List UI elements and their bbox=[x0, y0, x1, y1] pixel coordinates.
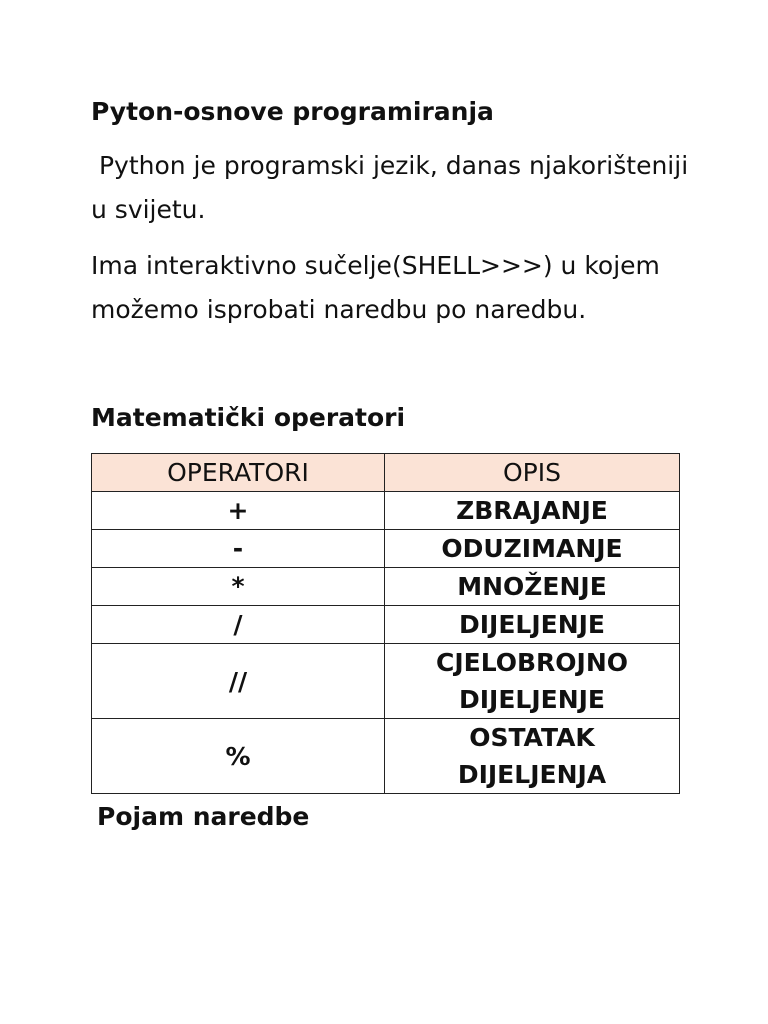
header-operators: OPERATORI bbox=[92, 454, 385, 492]
intro-paragraph: Python je programski jezik, danas njakorišteniji u svijetu. bbox=[91, 151, 697, 224]
description-cell: ZBRAJANJE bbox=[385, 492, 680, 530]
table-row bbox=[92, 719, 680, 794]
footer-heading: Pojam naredbe bbox=[97, 802, 310, 831]
table-row bbox=[92, 568, 680, 606]
table-row bbox=[92, 606, 680, 644]
header-description: OPIS bbox=[385, 454, 680, 492]
table-row bbox=[92, 530, 680, 568]
operator-cell: % bbox=[92, 719, 385, 794]
operator-cell: + bbox=[92, 492, 385, 530]
table-row bbox=[92, 492, 680, 530]
shell-paragraph: Ima interaktivno sučelje(SHELL>>>) u kojem možemo isprobati naredbu po naredbu. bbox=[91, 251, 660, 324]
operators-table bbox=[91, 453, 680, 794]
operator-cell: / bbox=[92, 606, 385, 644]
description-cell: MNOŽENJE bbox=[385, 568, 680, 606]
page-title: Pyton-osnove programiranja bbox=[91, 97, 494, 126]
operator-cell: * bbox=[92, 568, 385, 606]
description-text: OSTATAK DIJELJENJA bbox=[457, 723, 607, 789]
table-row bbox=[92, 644, 680, 719]
description-cell: DIJELJENJE bbox=[385, 606, 680, 644]
description-cell bbox=[385, 719, 680, 794]
table-header-row bbox=[92, 454, 680, 492]
description-text: CJELOBROJNO DIJELJENJE bbox=[435, 648, 629, 714]
section-heading: Matematički operatori bbox=[91, 403, 406, 432]
description-cell bbox=[385, 644, 680, 719]
operator-cell: // bbox=[92, 644, 385, 719]
operator-cell: - bbox=[92, 530, 385, 568]
description-cell: ODUZIMANJE bbox=[385, 530, 680, 568]
